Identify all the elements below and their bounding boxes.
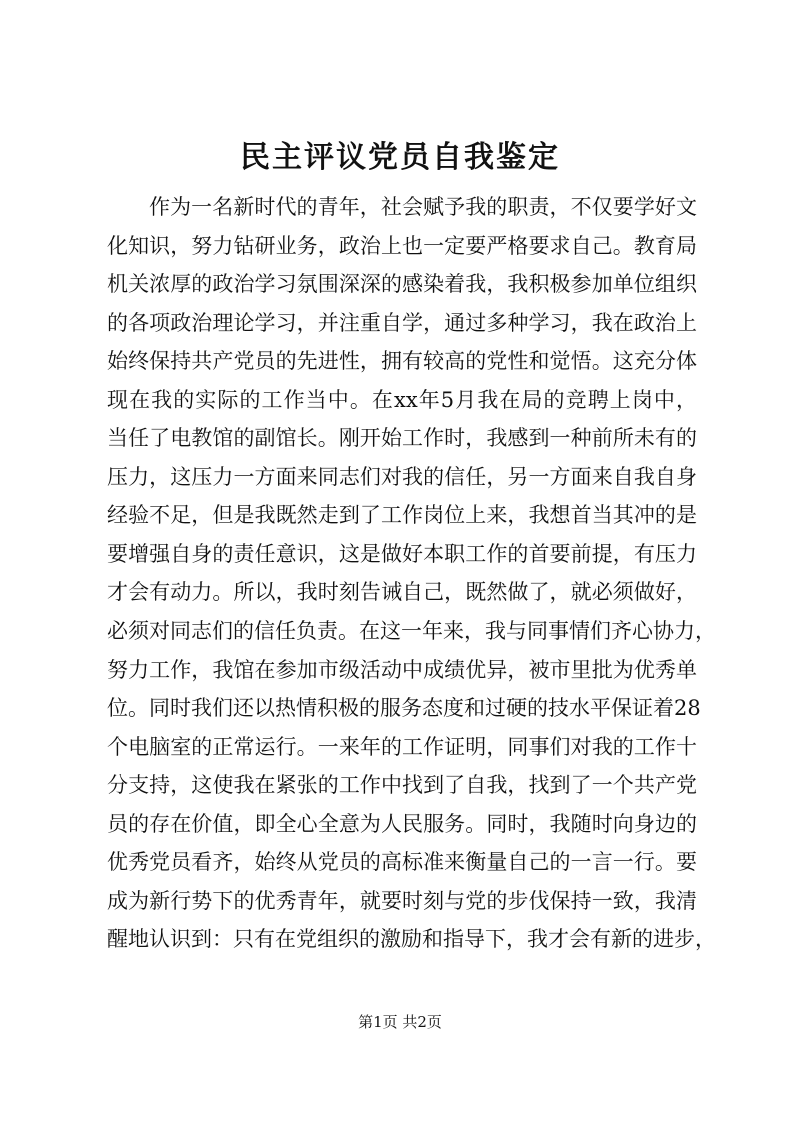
paragraph-line: 要增强自身的责任意识，这是做好本职工作的首要前提，有压力: [107, 541, 697, 566]
paragraph-line: 作为一名新时代的青年，社会赋予我的职责，不仅要学好文: [149, 195, 697, 219]
paragraph-line: 优秀党员看齐，始终从党员的高标准来衡量自己的一言一行。要: [107, 850, 697, 875]
paragraph-line: 经验不足，但是我既然走到了工作岗位上来，我想首当其冲的是: [107, 503, 697, 528]
paragraph-line: 员的存在价值，即全心全意为人民服务。同时，我随时向身边的: [107, 811, 697, 836]
paragraph-line: 压力，这压力一方面来同志们对我的信任，另一方面来自我自身: [107, 464, 697, 489]
paragraph-line: 机关浓厚的政治学习氛围深深的感染着我，我积极参加单位组织: [107, 272, 697, 297]
paragraph-line: 化知识，努力钻研业务，政治上也一定要严格要求自己。教育局: [107, 233, 697, 258]
page-footer: 第1页 共2页: [358, 1013, 442, 1031]
paragraph-line: 个电脑室的正常运行。一来年的工作证明，同事们对我的工作十: [107, 734, 697, 759]
paragraph-line: 才会有动力。所以，我时刻告诫自己，既然做了，就必须做好，: [107, 580, 697, 605]
paragraph-line: 醒地认识到：只有在党组织的激励和指导下，我才会有新的进步，: [107, 927, 716, 952]
paragraph-line: 当任了电教馆的副馆长。刚开始工作时，我感到一种前所未有的: [107, 426, 697, 451]
paragraph-line: 现在我的实际的工作当中。在xx年5月我在局的竞聘上岗中，: [107, 387, 697, 412]
paragraph-line: 努力工作，我馆在参加市级活动中成绩优异，被市里批为优秀单: [107, 657, 697, 682]
paragraph-line: 位。同时我们还以热情积极的服务态度和过硬的技水平保证着28: [107, 696, 701, 721]
paragraph-line: 的各项政治理论学习，并注重自学，通过多种学习，我在政治上: [107, 310, 697, 335]
paragraph-line: 始终保持共产党员的先进性，拥有较高的党性和觉悟。这充分体: [107, 349, 697, 374]
page-title: 民主评议党员自我鉴定: [240, 140, 560, 175]
paragraph-line: 必须对同志们的信任负责。在这一年来，我与同事情们齐心协力，: [107, 619, 716, 644]
paragraph-line: 分支持，这使我在紧张的工作中找到了自我，找到了一个共产党: [107, 773, 697, 798]
paragraph-line: 成为新行势下的优秀青年，就要时刻与党的步伐保持一致，我清: [107, 888, 697, 913]
body-paragraph: [107, 188, 716, 959]
